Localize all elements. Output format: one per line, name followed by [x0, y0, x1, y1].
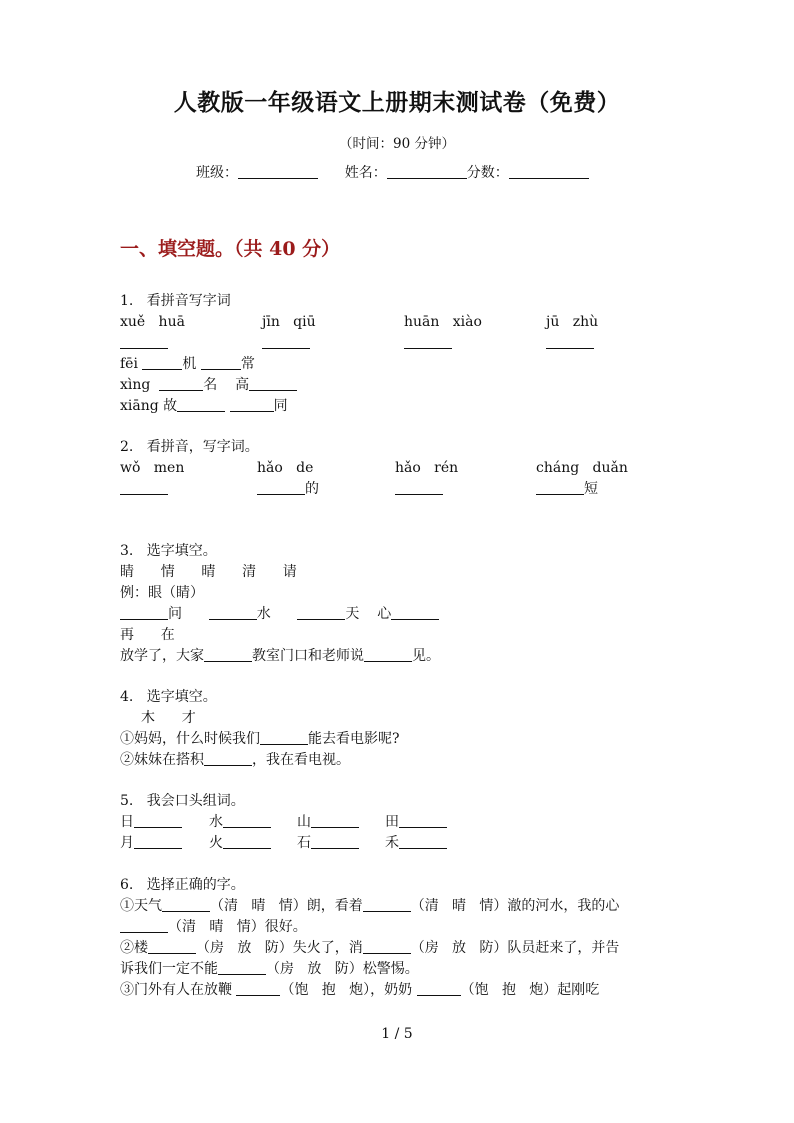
char-text: 心: [377, 606, 392, 622]
sentence-text: （清 晴 情）澈的河水，我的心: [410, 898, 620, 914]
sentence-text: （清 晴 情）很好。: [168, 919, 307, 935]
answer-blank[interactable]: [257, 480, 305, 495]
pinyin-text: xìng: [120, 377, 151, 393]
char-text: 的: [305, 481, 319, 497]
char-text: 故: [163, 398, 178, 414]
char-text: 石: [297, 835, 311, 851]
exam-duration: （时间：90 分钟）: [339, 136, 455, 152]
sentence-text: （清 晴 情）朗，看着: [210, 898, 363, 914]
class-blank[interactable]: [238, 164, 318, 179]
q1-pinyin-1: xuě huā: [120, 314, 185, 330]
q4-options: 木 才: [141, 710, 196, 726]
char-text: 高: [235, 377, 250, 393]
answer-blank[interactable]: [399, 813, 447, 828]
answer-blank[interactable]: [546, 334, 594, 349]
q2-pinyin-1: wǒ men: [120, 460, 185, 476]
sentence-text: ①天气: [120, 898, 162, 914]
answer-blank[interactable]: [134, 813, 182, 828]
answer-blank[interactable]: [120, 918, 168, 933]
answer-blank[interactable]: [230, 397, 274, 412]
score-blank[interactable]: [509, 164, 589, 179]
q3-sentence: [120, 647, 440, 665]
sentence-text: ①妈妈，什么时候我们: [120, 731, 260, 747]
answer-blank[interactable]: [399, 834, 447, 849]
name-blank[interactable]: [387, 164, 467, 179]
q6-line-1: [120, 897, 619, 915]
class-label: 班级：: [196, 165, 238, 181]
q5-title: 5. 我会口头组词。: [120, 793, 245, 809]
char-text: 水: [209, 814, 223, 830]
pinyin-text: xiāng: [120, 398, 159, 414]
answer-blank[interactable]: [249, 376, 297, 391]
answer-blank[interactable]: [218, 960, 266, 975]
exam-title: 人教版一年级语文上册期末测试卷（免费）: [173, 89, 621, 116]
answer-blank[interactable]: [204, 751, 252, 766]
q6-line-4: [120, 960, 419, 978]
answer-blank[interactable]: [148, 939, 196, 954]
sentence-text: 见。: [412, 648, 440, 664]
answer-blank[interactable]: [177, 397, 225, 412]
answer-blank[interactable]: [134, 834, 182, 849]
q2-title: 2. 看拼音，写字词。: [120, 439, 259, 455]
q1-line-xiang: [120, 397, 288, 415]
sentence-text: （饱 抱 炮）起刚吃: [460, 982, 600, 998]
sentence-text: ③门外有人在放鞭: [120, 982, 237, 998]
q2-pinyin-3: hǎo rén: [395, 460, 459, 476]
q3-title: 3. 选字填空。: [120, 543, 217, 559]
q3-options-2: 再 在: [120, 627, 175, 643]
q1-title: 1. 看拼音写字词: [120, 293, 231, 309]
q6-line-2: [120, 918, 307, 936]
sentence-text: 诉我们一定不能: [120, 961, 218, 977]
section-heading: 一、填空题。（共 40 分）: [120, 238, 341, 260]
q3-example: 例：眼（睛）: [120, 585, 204, 601]
q3-options: 睛 情 晴 清 请: [120, 564, 297, 580]
sentence-text: （房 放 防）失火了，消: [196, 940, 363, 956]
char-text: 同: [273, 398, 288, 414]
sentence-text: 放学了，大家: [120, 648, 204, 664]
char-text: 问: [168, 606, 182, 622]
answer-blank[interactable]: [363, 897, 411, 912]
sentence-text: ②妹妹在搭积: [120, 752, 204, 768]
pinyin-text: fēi: [120, 356, 138, 372]
char-text: 山: [297, 814, 311, 830]
answer-blank[interactable]: [223, 834, 271, 849]
answer-blank[interactable]: [262, 334, 310, 349]
answer-blank[interactable]: [536, 480, 584, 495]
answer-blank[interactable]: [395, 480, 443, 495]
q6-title: 6. 选择正确的字。: [120, 877, 245, 893]
answer-blank[interactable]: [297, 605, 345, 620]
answer-blank[interactable]: [159, 376, 203, 391]
q3-fill-line: [120, 605, 439, 623]
sentence-text: ②楼: [120, 940, 148, 956]
answer-blank[interactable]: [120, 605, 168, 620]
char-text: 月: [120, 835, 134, 851]
page-number: 1 / 5: [381, 1026, 413, 1042]
char-text: 常: [240, 356, 255, 372]
q1-pinyin-3: huān xiào: [404, 314, 482, 330]
q6-line-5: [120, 981, 599, 999]
answer-blank[interactable]: [201, 355, 241, 370]
q1-line-fei: [120, 355, 255, 373]
char-text: 禾: [385, 835, 399, 851]
char-text: 田: [385, 814, 399, 830]
answer-blank[interactable]: [162, 897, 210, 912]
sentence-text: （房 放 防）队员赶来了，并告: [410, 940, 620, 956]
char-text: 短: [584, 481, 598, 497]
answer-blank[interactable]: [142, 355, 182, 370]
answer-blank[interactable]: [120, 480, 168, 495]
answer-blank[interactable]: [260, 730, 308, 745]
q4-sentence-1: [120, 730, 400, 748]
char-text: 水: [256, 606, 271, 622]
answer-blank[interactable]: [209, 605, 257, 620]
q4-title: 4. 选字填空。: [120, 689, 217, 705]
char-text: 名: [203, 377, 218, 393]
q1-pinyin-2: jīn qiū: [262, 314, 316, 330]
q6-line-3: [120, 939, 619, 957]
answer-blank[interactable]: [120, 334, 168, 349]
q1-pinyin-4: jū zhù: [546, 314, 599, 330]
answer-blank[interactable]: [204, 647, 252, 662]
char-text: 火: [209, 835, 223, 851]
char-text: 天: [345, 606, 360, 622]
score-label: 分数：: [466, 165, 509, 181]
answer-blank[interactable]: [417, 981, 461, 996]
sentence-text: （饱 抱 炮），奶奶: [280, 982, 417, 998]
answer-blank[interactable]: [363, 939, 411, 954]
char-text: 机: [182, 356, 197, 372]
q1-line-xing: [120, 376, 297, 394]
q4-sentence-2: [120, 751, 350, 769]
sentence-text: ，我在看电视。: [252, 752, 350, 768]
sentence-text: 教室门口和老师说: [252, 648, 364, 664]
answer-blank[interactable]: [404, 334, 452, 349]
q2-pinyin-2: hǎo de: [257, 460, 314, 476]
answer-blank[interactable]: [364, 647, 412, 662]
char-text: 日: [120, 814, 134, 830]
answer-blank[interactable]: [223, 813, 271, 828]
sentence-text: （房 放 防）松警惕。: [266, 961, 419, 977]
answer-blank[interactable]: [391, 605, 439, 620]
answer-blank[interactable]: [236, 981, 280, 996]
answer-blank[interactable]: [311, 813, 359, 828]
sentence-text: 能去看电影呢?: [308, 731, 400, 747]
name-label: 姓名：: [344, 165, 387, 181]
q2-pinyin-4: cháng duǎn: [536, 460, 628, 476]
student-info-line: [196, 162, 589, 182]
answer-blank[interactable]: [311, 834, 359, 849]
